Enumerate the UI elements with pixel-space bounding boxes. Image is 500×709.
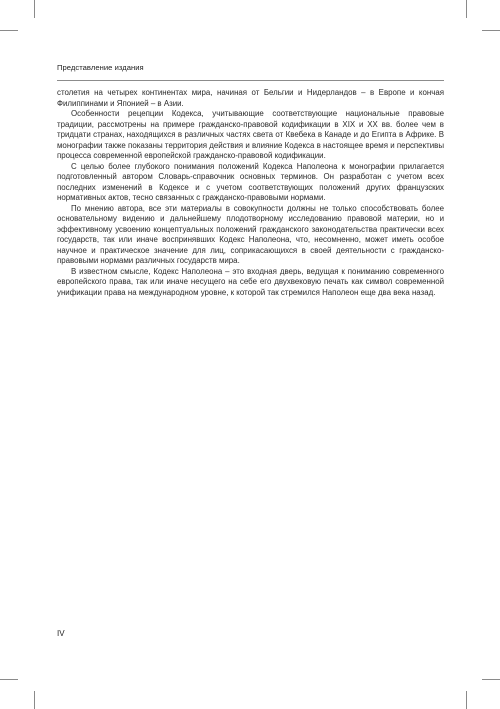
paragraph-3: С целью более глубокого понимания положений Кодекса Наполеона к монографии прилагается подготовленный автором Словарь-справочник основных терминов. Он разработан с учетом всех последних изменений в Кодексе и с учетом соответствующих положений других французских нормативных актов, тесно связанных с гражданско-правовыми нормами. xyxy=(57,161,444,202)
crop-mark-left-top xyxy=(0,30,18,31)
header-rule xyxy=(57,80,444,81)
paragraph-1: столетия на четырех континентах мира, начиная от Бельгии и Нидерландов – в Европе и кончая Филиппинами и Японией – в Азии. xyxy=(57,88,444,108)
crop-mark-right-top xyxy=(482,30,500,31)
crop-mark-top-right xyxy=(466,0,467,18)
crop-mark-left-bottom xyxy=(0,679,18,680)
crop-mark-right-bottom xyxy=(482,679,500,680)
running-head: Представление издания xyxy=(57,63,144,72)
crop-mark-top-left xyxy=(34,0,35,18)
crop-mark-bottom-right xyxy=(466,691,467,709)
crop-mark-bottom-left xyxy=(34,691,35,709)
body-text xyxy=(57,88,444,298)
page-number: IV xyxy=(57,629,65,638)
paragraph-4: По мнению автора, все эти материалы в совокупности должны не только способствовать более основательному видению и дальнейшему плодотворному исследованию правовой материи, но и эффективному усвоению концептуальных положений гражданского законодательства практически всех государств, так или иначе воспринявших Кодекс Наполеона, что, несомненно, может иметь особое научное и практическое значение для лиц, соприкасающихся в своей деятельности с гражданско-правовыми нормами различных государств мира. xyxy=(57,203,444,265)
paragraph-2: Особенности рецепции Кодекса, учитывающие соответствующие национальные правовые традиции, рассмотрены на примере гражданско-правовой кодификации в XIX и XX вв. более чем в тридцати странах, находящихся в различных частях света от Квебека в Канаде и до Египта в Африке. В монографии также показаны территория действия и влияние Кодекса в настоящее время и перспективы процесса современной европейской гражданско-правовой кодификации. xyxy=(57,109,444,160)
paragraph-5: В известном смысле, Кодекс Наполеона – это входная дверь, ведущая к пониманию современного европейского права, так или иначе несущего на себе его двухвековую печать как символ современной унификации права на международном уровне, к которой так стремился Наполеон еще два века назад. xyxy=(57,266,444,297)
